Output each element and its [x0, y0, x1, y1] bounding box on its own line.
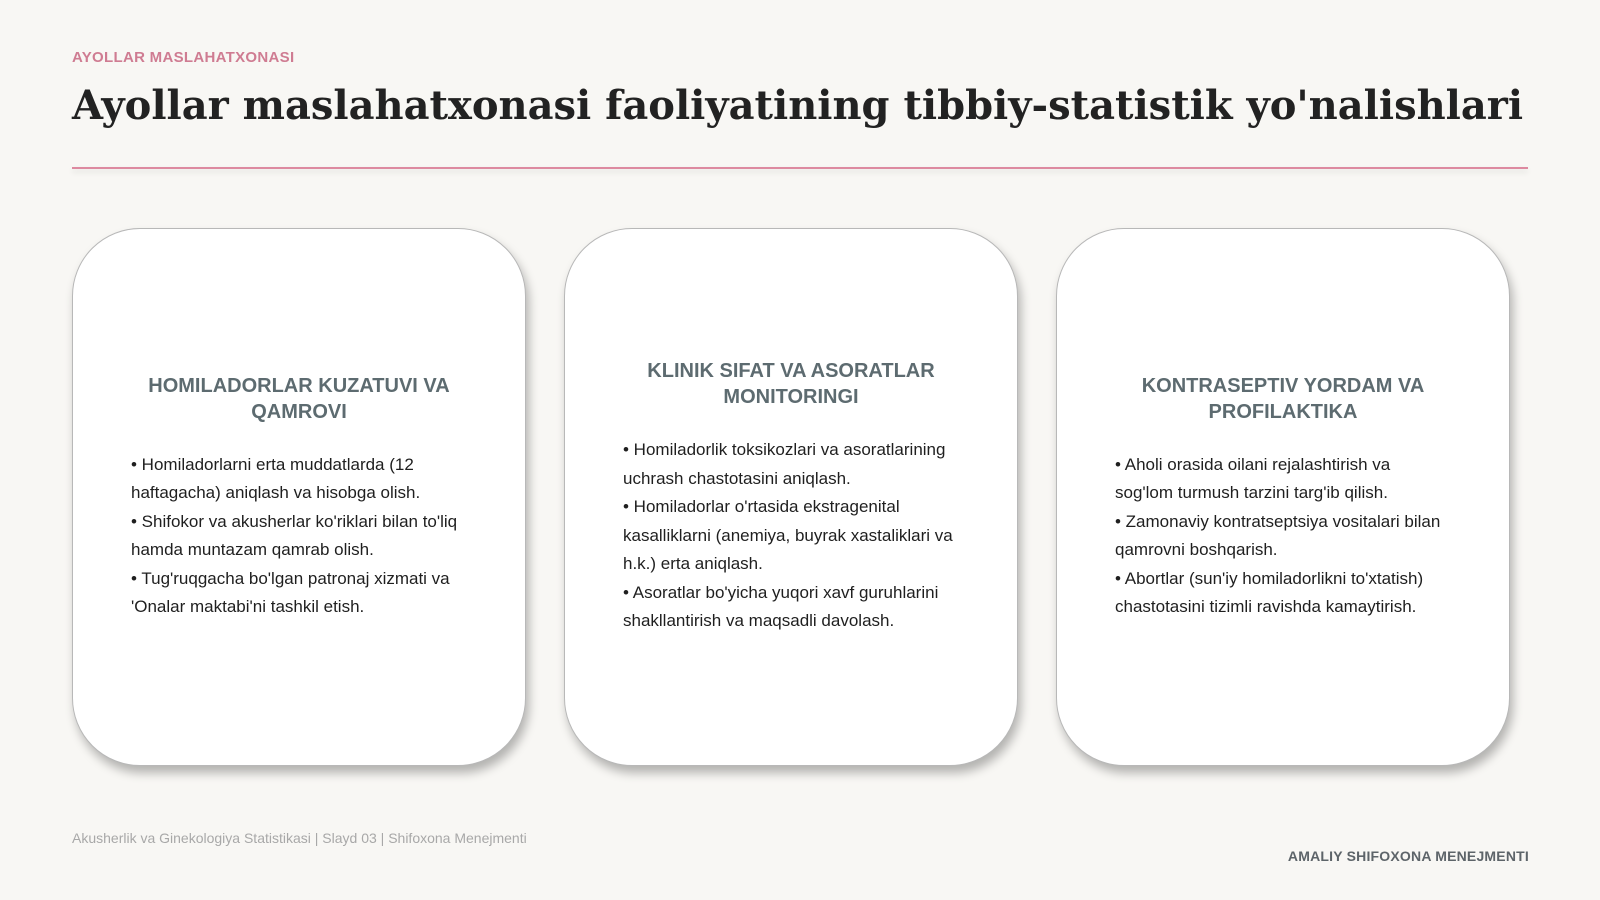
- card-clinical-quality: [564, 228, 1018, 766]
- card-body: [1115, 451, 1451, 622]
- slide-title: Ayollar maslahatxonasi faoliyatining tibbiy-statistik yo'nalishlari: [72, 82, 1524, 129]
- bullet-item: • Aholi orasida oilani rejalashtirish va sog'lom turmush tarzini targ'ib qilish.: [1115, 454, 1391, 502]
- bullet-item: • Homiladorlarni erta muddatlarda (12 haftagacha) aniqlash va hisobga olish.: [131, 454, 421, 502]
- footer-caption: Akusherlik va Ginekologiya Statistikasi | Slayd 03 | Shifoxona Menejmenti: [72, 830, 527, 846]
- bullet-item: • Homiladorlar o'rtasida ekstragenital kasalliklarni (anemiya, buyrak xastaliklari va h.k.) erta aniqlash.: [623, 497, 953, 574]
- card-pregnancy-monitoring: [72, 228, 526, 766]
- footer-brand: AMALIY SHIFOXONA MENEJMENTI: [1287, 848, 1529, 864]
- bullet-item: • Asoratlar bo'yicha yuqori xavf guruhlarini shakllantirish va maqsadli davolash.: [623, 582, 939, 631]
- bullet-item: • Shifokor va akusherlar ko'riklari bilan to'liq hamda muntazam qamrab olish.: [131, 511, 458, 559]
- bullet-item: • Homiladorlik toksikozlari va asoratlarining uchrash chastotasini aniqlash.: [623, 440, 946, 488]
- eyebrow-label: AYOLLAR MASLAHATXONASI: [72, 49, 295, 66]
- card-title: KLINIK SIFAT VA ASORATLAR MONITORINGI: [647, 360, 935, 409]
- bullet-item: • Zamonaviy kontratseptsiya vositalari bilan qamrovni boshqarish.: [1115, 511, 1441, 559]
- title-divider: [72, 167, 1528, 169]
- card-title: KONTRASEPTIV YORDAM VA PROFILAKTIKA: [1141, 374, 1425, 423]
- bullet-item: • Abortlar (sun'iy homiladorlikni to'xtatish) chastotasini tizimli ravishda kamaytirish.: [1115, 568, 1424, 616]
- card-body: [131, 451, 467, 622]
- card-title: HOMILADORLAR KUZATUVI VA QAMROVI: [148, 374, 450, 423]
- card-contraceptive-support: [1056, 228, 1510, 766]
- bullet-item: • Tug'ruqgacha bo'lgan patronaj xizmati va 'Onalar maktabi'ni tashkil etish.: [131, 568, 450, 616]
- card-body: [623, 436, 959, 636]
